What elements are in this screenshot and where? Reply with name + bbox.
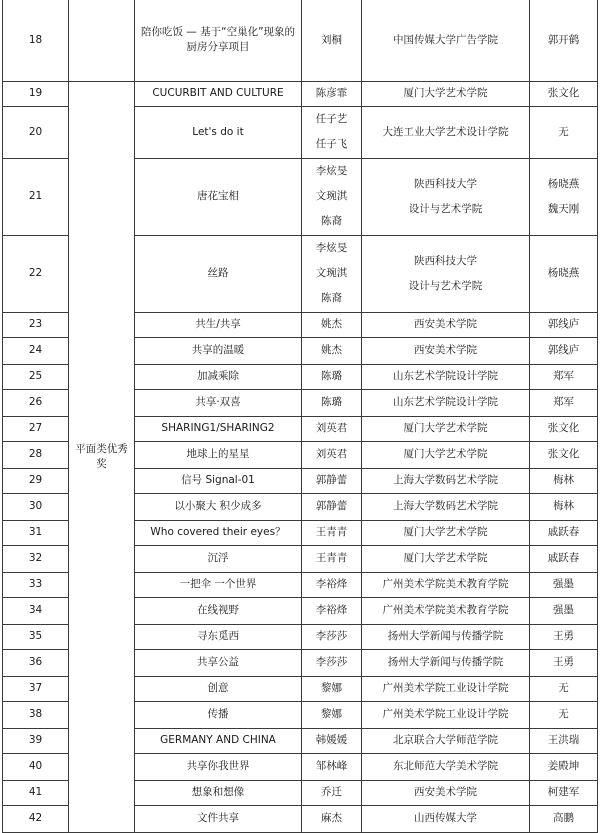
row-number: 20 [3,106,69,158]
row-number: 42 [3,805,69,832]
author-line: 刘英君 [315,448,348,460]
tutor [530,364,598,389]
school [362,389,530,416]
tutor [530,493,598,520]
school [362,441,530,468]
work-title: SHARING1/SHARING2 [135,416,302,441]
tutor [530,468,598,493]
school [362,728,530,753]
tutor-line: 王洪瑞 [547,734,580,746]
tutor-line: 姜殿坤 [547,760,580,772]
school [362,416,530,441]
school [362,158,530,235]
school-line: 西安美术学院 [414,786,477,798]
work-title: GERMANY AND CHINA [135,728,302,753]
author-line: 黎娜 [321,708,342,720]
tutor-line: 戚跃春 [547,552,580,564]
row-number: 24 [3,337,69,364]
work-title: Who covered their eyes？ [135,520,302,545]
tutor-line: 高鹏 [553,812,574,824]
work-title: 共享·双喜 [135,389,302,416]
tutor [530,624,598,649]
tutor [530,701,598,728]
work-title: 共享你我世界 [135,753,302,780]
school [362,468,530,493]
author [302,158,362,235]
school [362,81,530,106]
school-line: 设计与艺术学院 [408,279,483,292]
work-title: 共生/共享 [135,312,302,337]
school: 中国传媒大学广告学院 [362,0,530,81]
tutor-line: 柯建军 [547,786,580,798]
tutor-line: 郭线庐 [547,344,580,356]
tutor-line: 张文化 [547,422,580,434]
tutor-line: 无 [558,708,569,720]
author-line: 李炫旻 [315,165,348,177]
author [302,780,362,805]
tutor [530,728,598,753]
tutor-line: 梅林 [553,474,574,486]
work-title: 信号 Signal-01 [135,468,302,493]
row-number: 27 [3,416,69,441]
school-line: 西安美术学院 [414,318,477,330]
author-line: 文琬淇 [315,267,348,279]
row-number: 23 [3,312,69,337]
work-title: 文件共享 [135,805,302,832]
tutor [530,81,598,106]
row-number: 39 [3,728,69,753]
row-number: 32 [3,545,69,572]
school-line: 大连工业大学艺术设计学院 [382,125,509,138]
work-title: 丝路 [135,235,302,312]
school-line: 厦门大学艺术学院 [403,422,488,434]
school [362,597,530,624]
tutor-line: 王勇 [553,656,574,668]
school [362,337,530,364]
school-line: 西安美术学院 [414,344,477,356]
author-line: 任子艺 [315,113,348,125]
school [362,520,530,545]
author-line: 李莎莎 [315,630,348,642]
author-line: 李炫旻 [315,242,348,254]
author-line: 姚杰 [321,344,342,356]
work-title: 传播 [135,701,302,728]
row-number: 18 [3,0,69,81]
tutor-line: 无 [558,682,569,694]
row-number: 30 [3,493,69,520]
school-line: 扬州大学新闻与传播学院 [387,656,504,668]
school-line: 广州美术学院美术教育学院 [382,604,509,616]
row-number: 37 [3,676,69,701]
author [302,312,362,337]
author-line: 乔迁 [321,786,342,798]
work-title: 寻东觅西 [135,624,302,649]
author [302,81,362,106]
awards-table [2,0,598,833]
author [302,545,362,572]
work-title: 一把伞 一个世界 [135,572,302,597]
school-line: 北京联合大学师范学院 [393,734,498,746]
school [362,780,530,805]
author-line: 陈彦霏 [315,87,348,99]
row-number: 28 [3,441,69,468]
row-number: 36 [3,649,69,676]
tutor [530,106,598,158]
tutor [530,780,598,805]
row-number: 25 [3,364,69,389]
tutor [530,676,598,701]
tutor [530,416,598,441]
author [302,235,362,312]
tutor [530,441,598,468]
school [362,235,530,312]
work-title: 共享公益 [135,649,302,676]
school-line: 东北师范大学美术学院 [393,760,498,772]
school-line: 厦门大学艺术学院 [403,526,488,538]
author-line: 李裕烽 [315,604,348,616]
row-number: 21 [3,158,69,235]
school-line: 广州美术学院美术教育学院 [382,578,509,590]
author [302,337,362,364]
tutor-line: 杨晓燕 [547,177,580,190]
author [302,468,362,493]
author [302,416,362,441]
work-title: 在线视野 [135,597,302,624]
row-number: 41 [3,780,69,805]
school-line: 广州美术学院工业设计学院 [382,708,509,720]
work-title: 唐花宝相 [135,158,302,235]
school-line: 山西传媒大学 [414,812,477,824]
tutor: 郭开鹤 [530,0,598,81]
author-line: 姚杰 [321,318,342,330]
school [362,805,530,832]
work-title: 共享的温暖 [135,337,302,364]
author-line: 邹林峰 [315,760,348,772]
author-line: 陈裔 [321,292,342,304]
school [362,493,530,520]
school [362,624,530,649]
school-line: 上海大学数码艺术学院 [393,474,498,486]
school-line: 陕西科技大学 [414,177,477,190]
school-line: 厦门大学艺术学院 [403,552,488,564]
work-title: 地球上的星星 [135,441,302,468]
tutor-line: 强墨 [553,604,574,616]
tutor [530,805,598,832]
work-title: 陪你吃饭 — 基于“空巢化”现象的厨房分享项目 [135,0,302,81]
author-line: 郭静蕾 [315,474,348,486]
work-title: 加减乘除 [135,364,302,389]
school-line: 山东艺术学院设计学院 [393,370,498,382]
author-line: 麻杰 [321,812,342,824]
author [302,520,362,545]
author [302,389,362,416]
awards-table-body [3,0,598,832]
tutor [530,158,598,235]
author-line: 陈裔 [321,215,342,227]
school-line: 山东艺术学院设计学院 [393,396,498,408]
tutor [530,312,598,337]
author [302,728,362,753]
work-title: 创意 [135,676,302,701]
author [302,624,362,649]
author-line: 李裕烽 [315,578,348,590]
author: 刘桐 [302,0,362,81]
school-line: 上海大学数码艺术学院 [393,500,498,512]
tutor-line: 张文化 [547,448,580,460]
school-line: 扬州大学新闻与传播学院 [387,630,504,642]
work-title: Let's do it [135,106,302,158]
tutor-line: 杨晓燕 [547,267,580,279]
school [362,701,530,728]
school [362,106,530,158]
tutor-line: 强墨 [553,578,574,590]
author-line: 郭静蕾 [315,500,348,512]
category-cell-empty [69,0,135,81]
school [362,312,530,337]
tutor [530,337,598,364]
tutor-line: 戚跃春 [547,526,580,538]
row-number: 19 [3,81,69,106]
school [362,545,530,572]
school-line: 广州美术学院工业设计学院 [382,682,509,694]
tutor [530,235,598,312]
row-number: 31 [3,520,69,545]
work-title: CUCURBIT AND CULTURE [135,81,302,106]
table-row [3,0,598,81]
school [362,364,530,389]
school [362,649,530,676]
tutor-line: 郑军 [553,370,574,382]
tutor [530,545,598,572]
author [302,364,362,389]
author-line: 陈璐 [321,370,342,382]
tutor-line: 张文化 [547,87,580,99]
tutor [530,572,598,597]
row-number: 29 [3,468,69,493]
author [302,572,362,597]
school-line: 设计与艺术学院 [408,202,483,215]
school [362,676,530,701]
row-number: 33 [3,572,69,597]
author-line: 王青青 [315,526,348,538]
school-line: 厦门大学艺术学院 [403,448,488,460]
school [362,572,530,597]
author [302,106,362,158]
tutor [530,520,598,545]
award-category: 平面类优秀奖 [69,81,135,832]
tutor-line: 无 [558,125,569,138]
author-line: 韩媛媛 [315,734,348,746]
author-line: 王青青 [315,552,348,564]
author [302,441,362,468]
author [302,676,362,701]
school-line: 厦门大学艺术学院 [403,87,488,99]
row-number: 22 [3,235,69,312]
row-number: 40 [3,753,69,780]
author-line: 文琬淇 [315,190,348,202]
tutor [530,649,598,676]
author [302,753,362,780]
author [302,493,362,520]
tutor [530,753,598,780]
author-line: 刘英君 [315,422,348,434]
tutor-line: 郭线庐 [547,318,580,330]
author-line: 黎娜 [321,682,342,694]
tutor-line: 魏天刚 [547,202,580,215]
row-number: 26 [3,389,69,416]
tutor [530,597,598,624]
tutor [530,389,598,416]
work-title: 想象和想像 [135,780,302,805]
school [362,753,530,780]
author [302,805,362,832]
school-line: 陕西科技大学 [414,254,477,267]
row-number: 35 [3,624,69,649]
author [302,649,362,676]
author [302,597,362,624]
work-title: 以小聚大 积少成多 [135,493,302,520]
row-number: 34 [3,597,69,624]
tutor-line: 郑军 [553,396,574,408]
table-row [3,81,598,106]
author-line: 陈璐 [321,396,342,408]
tutor-line: 梅林 [553,500,574,512]
author-line: 李莎莎 [315,656,348,668]
tutor-line: 王勇 [553,630,574,642]
author-line: 任子飞 [315,138,348,150]
author [302,701,362,728]
row-number: 38 [3,701,69,728]
work-title: 沉浮 [135,545,302,572]
